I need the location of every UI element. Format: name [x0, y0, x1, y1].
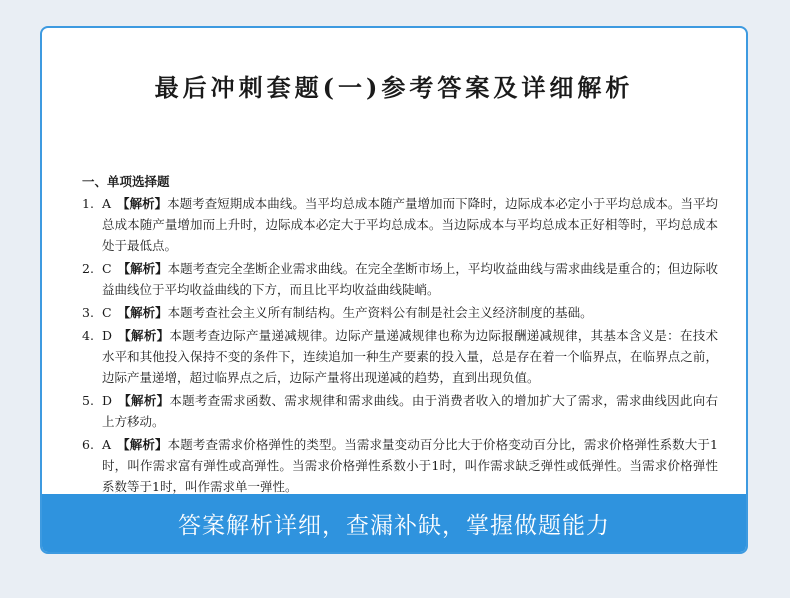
analysis-tag: 【解析】 [118, 328, 170, 343]
analysis-tag: 【解析】 [117, 196, 168, 211]
analysis-tag: 【解析】 [117, 305, 168, 320]
list-item [82, 434, 718, 497]
item-answer: A [102, 196, 112, 211]
list-item [82, 390, 718, 432]
analysis-tag: 【解析】 [117, 437, 168, 452]
item-number: 4. [82, 328, 94, 343]
item-explanation: 本题考查社会主义所有制结构。生产资料公有制是社会主义经济制度的基础。 [167, 305, 593, 320]
section-heading: 一、单项选择题 [82, 174, 170, 189]
item-number: 5. [82, 393, 94, 408]
analysis-tag: 【解析】 [118, 393, 170, 408]
item-text-block [102, 390, 718, 432]
list-item [82, 302, 718, 323]
answer-list [82, 193, 718, 499]
item-answer: A [102, 437, 112, 452]
item-explanation: 本题考查需求函数、需求规律和需求曲线。由于消费者收入的增加扩大了需求，需求曲线因此向右上方移动。 [102, 393, 718, 429]
item-answer: D [102, 393, 113, 408]
document-page [60, 36, 728, 494]
item-explanation: 本题考查完全垄断企业需求曲线。在完全垄断市场上，平均收益曲线与需求曲线是重合的；但边际收益曲线位于平均收益曲线的下方，而且比平均收益曲线陡峭。 [102, 261, 718, 297]
item-explanation: 本题考查短期成本曲线。当平均总成本随产量增加而下降时，边际成本必定小于平均总成本。当平均总成本随产量增加而上升时，边际成本必定大于平均总成本。当边际成本与平均总成本正好相等时，平均总成本处于最低点。 [102, 196, 718, 253]
page-title: 最后冲刺套题(一)参考答案及详细解析 [154, 73, 634, 102]
item-number: 1. [82, 196, 94, 211]
item-number: 6. [82, 437, 94, 452]
list-item [82, 325, 718, 388]
item-text-block [102, 258, 718, 300]
item-number: 3. [82, 305, 94, 320]
item-explanation: 本题考查边际产量递减规律。边际产量递减规律也称为边际报酬递减规律，其基本含义是：在技术水平和其他投入保持不变的条件下，连续追加一种生产要素的投入量，总是存在着一个临界点，在临界点之前，边际产量递增，超过临界点之后，边际产量将出现递减的趋势，直到出现负值。 [102, 328, 718, 385]
list-item [82, 258, 718, 300]
item-text-block [102, 193, 718, 256]
item-number: 2. [82, 261, 94, 276]
list-item [82, 193, 718, 256]
item-answer: C [102, 261, 112, 276]
item-explanation: 本题考查需求价格弹性的类型。当需求量变动百分比大于价格变动百分比，需求价格弹性系数大于1时，叫作需求富有弹性或高弹性。当需求价格弹性系数小于1时，叫作需求缺乏弹性或低弹性。当需求价格弹性系数等于1时，叫作需求单一弹性。 [102, 437, 718, 494]
item-text-block [102, 325, 718, 388]
content-frame [40, 26, 748, 554]
item-text-block [102, 434, 718, 497]
promo-banner: 答案解析详细，查漏补缺，掌握做题能力 [42, 494, 746, 552]
item-answer: C [102, 305, 112, 320]
item-answer: D [102, 328, 113, 343]
analysis-tag: 【解析】 [117, 261, 168, 276]
item-text-block [102, 302, 718, 323]
